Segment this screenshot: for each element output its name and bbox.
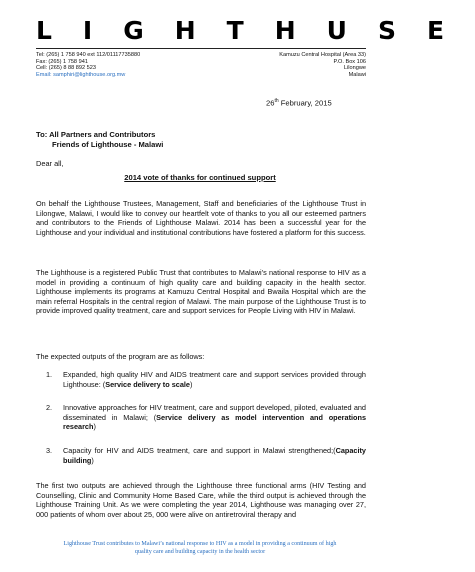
phone-line: Tel: (265) 1 758 940 ext 112/01117735880 xyxy=(36,52,141,58)
footer-line-2: quality care and building capacity in the health sector xyxy=(134,549,266,555)
list-text: Capacity for HIV and AIDS treatment, care and support in Malawi strengthened;( xyxy=(63,446,336,455)
address-line: Kamuzu Central Hospital (Area 33) xyxy=(279,52,366,58)
logo-letter-end: USE xyxy=(326,16,475,45)
letterhead xyxy=(36,16,475,78)
subject-heading: 2014 vote of thanks for continued support xyxy=(124,173,276,182)
email-link[interactable]: Email: samphiri@lighthouse.org.mw xyxy=(36,71,126,78)
paragraph-intro: On behalf the Lighthouse Trustees, Management, Staff and beneficiaries of the Lighthouse Trust in Lilongwe, Malawi, I would like to convey our heartfelt vote of thanks to you all our esteemed partners and contributors to the Friends of Lighthouse Malawi. 2014 has been a successful year for the Lighthouse and your individual and institutional contributions have fostered a platform for this success. xyxy=(36,199,366,237)
address-line: Malawi xyxy=(348,71,366,78)
paragraph-outputs-intro: The expected outputs of the program are as follows: xyxy=(36,352,205,361)
contact-left xyxy=(36,52,140,78)
lighthouse-logo xyxy=(36,16,475,45)
addressee xyxy=(36,130,163,150)
list-text: Expanded, high quality HIV and AIDS treatment care and support services provided through Lighthouse: ( xyxy=(63,370,366,389)
paragraph-achievements: The first two outputs are achieved through the Lighthouse three functional arms (HIV Testing and Counselling, Clinic and Community Home Based Care, while the third output is achieved through the Lighthouse Training Unit. As we were completing the year 2014, Lighthouse was managing over 27, 000 patients of whom over about 25, 000 were alive on antiretroviral therapy and xyxy=(36,481,366,519)
salutation: Dear all, xyxy=(36,159,64,168)
letterhead-rule xyxy=(36,48,366,49)
address-line: P.O. Box 106 xyxy=(333,58,366,65)
list-text: Innovative approaches for HIV treatment, care and support developed, piloted, evaluated and disseminated in Malawi; ( xyxy=(63,403,366,422)
list-end: ) xyxy=(189,379,193,389)
list-item xyxy=(46,370,366,389)
list-number: 2. xyxy=(46,403,53,412)
list-bold: Service delivery to scale xyxy=(105,379,190,389)
letter-date xyxy=(266,98,332,108)
paragraph-about: The Lighthouse is a registered Public Trust that contributes to Malawi’s national response to HIV as a model in providing a continuum of high quality care and building capacity in the health sector. Lighthouse implements its programs at Kamuzu Central Hospital and Bwaila Hospital which are the main referral Hospitals in the central region of Malawi. The main purpose of the Lighthouse Trust is to provide improved quality treatment, care and support services for People Living with HIV in Malawi. xyxy=(36,268,366,316)
fax-line: Fax: (265) 1 758 941 xyxy=(36,58,88,65)
cell-line: Cell: (265) 8 88 892 523 xyxy=(36,65,97,72)
list-end: ) xyxy=(91,455,94,465)
list-bold: Capacity building xyxy=(63,446,366,465)
footer-tagline xyxy=(0,540,400,556)
list-number: 1. xyxy=(46,370,53,379)
addressee-line-1: To: All Partners and Contributors xyxy=(36,130,156,139)
contact-right xyxy=(279,52,366,78)
list-end: ) xyxy=(93,422,96,432)
list-item xyxy=(46,403,366,432)
addressee-line-2: Friends of Lighthouse - Malawi xyxy=(52,140,164,149)
date-day: 26 xyxy=(266,98,275,108)
list-number: 3. xyxy=(46,446,53,455)
list-bold: Service delivery as model intervention and operations research xyxy=(63,412,367,432)
list-item xyxy=(46,446,366,465)
address-line: Lilongwe xyxy=(343,65,366,72)
date-rest: February, 2015 xyxy=(278,98,332,108)
date-suffix: th xyxy=(274,98,279,104)
logo-letter: LIGHTH xyxy=(36,16,327,45)
footer-line-1: Lighthouse Trust contributes to Malawi’s national response to HIV as a model in providing a continuum of high xyxy=(63,541,337,547)
